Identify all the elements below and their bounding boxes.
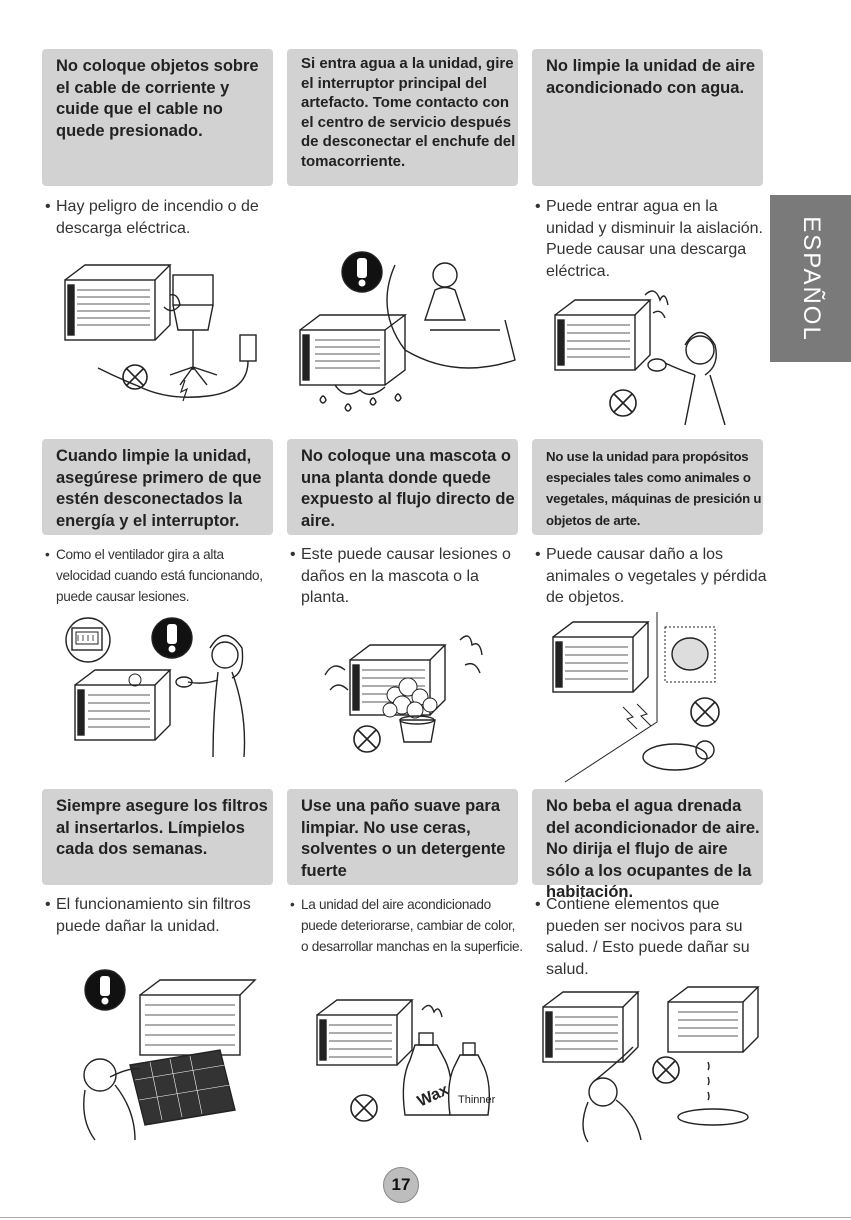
- wax-label: Wax: [414, 1081, 452, 1111]
- caution-box-pet-plant: No coloque una mascota o una planta donde quede expuesto al flujo directo de aire.: [287, 439, 518, 535]
- caution-box-disconnect-power: Cuando limpie la unidad, asegúrese primero de que estén desconectados la energía y el interruptor.: [42, 439, 273, 535]
- note-object-loss: • Puede causar daño a los animales o vegetales y pérdida de objetos.: [532, 544, 768, 609]
- illustration-wax-thinner: [312, 995, 512, 1130]
- thinner-label: Thinner: [458, 1094, 496, 1106]
- illustration-drained-water: [538, 982, 763, 1147]
- caution-box-filters: Siempre asegure los filtros al insertarlos. Límpielos cada dos semanas.: [42, 789, 273, 885]
- illustration-plant-airflow: [320, 625, 490, 760]
- caution-box-drained-water: No beba el agua drenada del acondicionador de aire. No dirija el flujo de aire sólo a los ocupantes de la habitación.: [532, 789, 763, 885]
- note-insulation: • Puede entrar agua en la unidad y disminuir la aislación. Puede causar una descarga eléctrica.: [532, 196, 768, 282]
- illustration-woman-water-cleaning: [545, 285, 755, 425]
- note-fan-injury: • Como el ventilador gira a alta velocidad cuando está funcionando, puede causar lesiones.: [42, 544, 278, 607]
- illustration-disconnect-power: [60, 610, 270, 760]
- caution-box-no-water-clean: No limpie la unidad de aire acondicionado con agua.: [532, 49, 763, 186]
- illustration-art-and-pet: [545, 612, 760, 787]
- caution-box-special-purpose: No use la unidad para propósitos especiales tales como animales o vegetales, máquinas de presición u objetos de arte.: [532, 439, 763, 535]
- page-number: 17: [383, 1167, 419, 1203]
- note-no-filter: • El funcionamiento sin filtros puede dañar la unidad.: [42, 894, 278, 937]
- note-pet-damage: • Este puede causar lesiones o daños en la mascota o la planta.: [287, 544, 523, 609]
- caution-box-soft-cloth: Use una paño suave para limpiar. No use ceras, solventes o un detergente fuerte: [287, 789, 518, 885]
- bottom-rule: [0, 1217, 851, 1218]
- caution-box-water-entry: Si entra agua a la unidad, gire el interruptor principal del artefacto. Tome contacto con el centro de servicio después de desconectar el enchufe del tomacorriente.: [287, 49, 518, 186]
- caution-box-power-cord: No coloque objetos sobre el cable de corriente y cuide que el cable no quede presionado.: [42, 49, 273, 186]
- language-tab: ESPAÑOL: [770, 195, 851, 362]
- note-discoloration: • La unidad del aire acondicionado puede deteriorarse, cambiar de color, o desarrollar manchas en la superficie.: [287, 894, 523, 957]
- illustration-filter-insert: [60, 965, 260, 1145]
- note-fire-hazard: • Hay peligro de incendio o de descarga eléctrica.: [42, 196, 278, 239]
- illustration-water-service-call: [295, 250, 520, 420]
- note-health: • Contiene elementos que pueden ser nocivos para su salud. / Esto puede dañar su salud.: [532, 894, 768, 980]
- illustration-chair-on-cord: [55, 255, 275, 420]
